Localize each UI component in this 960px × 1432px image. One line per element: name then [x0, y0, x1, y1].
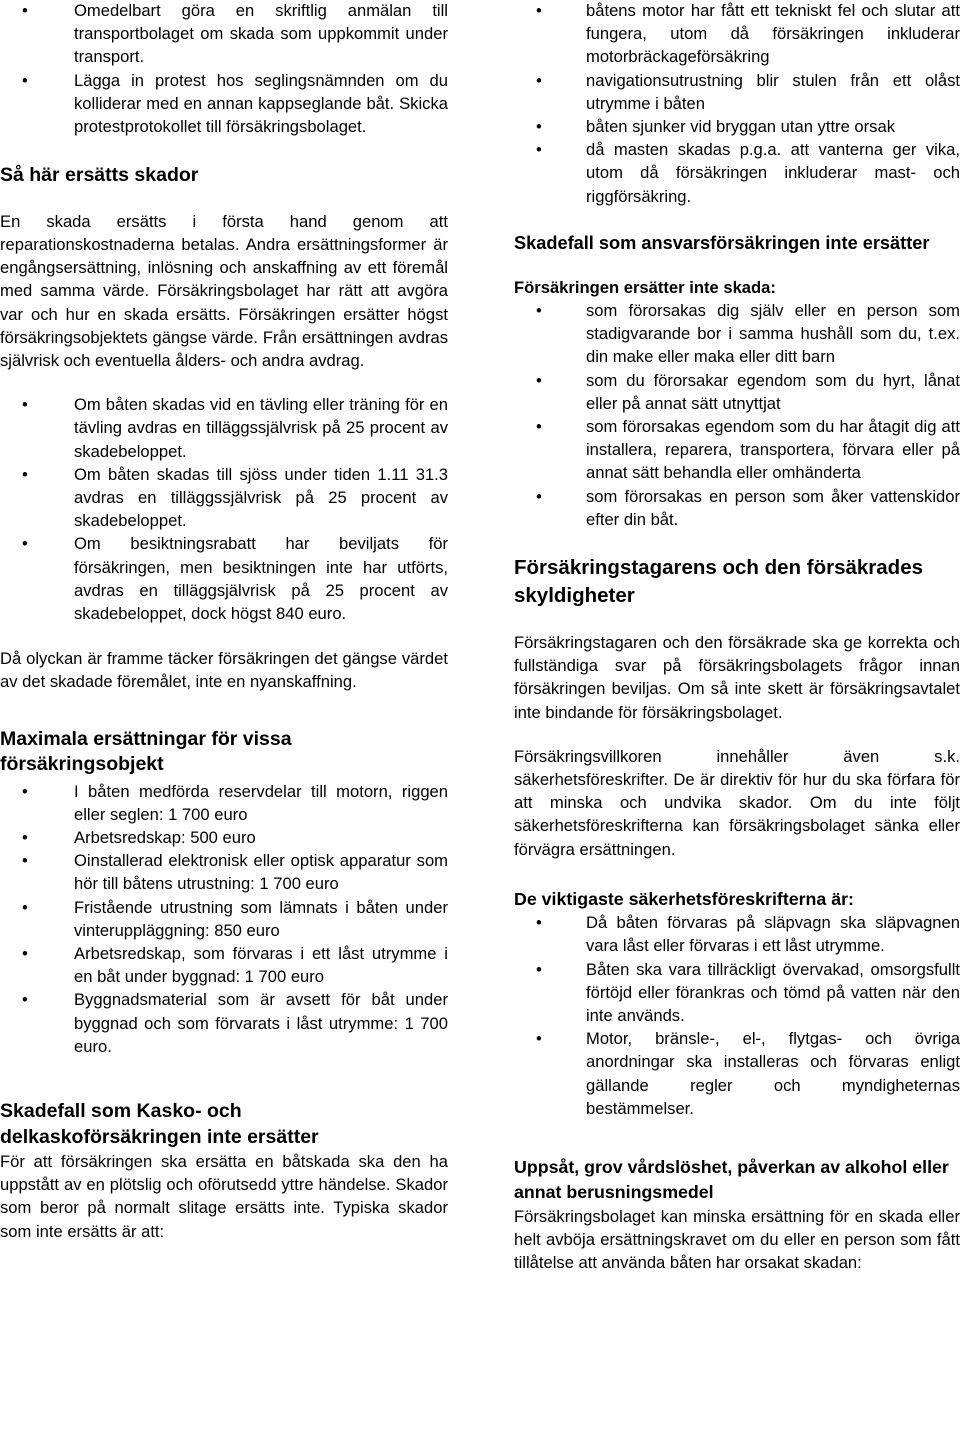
paragraph-kasko: För att försäkringen ska ersätta en båtskada ska den ha uppstått av en plötslig och oförutsedd yttre händelse. Skador som beror på normalt slitage ersätts inte. Typiska skador som inte ersätts är att:: [0, 1152, 448, 1241]
list-item: • Arbetsredskap, som förvaras i ett låst utrymme i en båt under byggnad: 1 700 euro: [0, 942, 448, 988]
paragraph-olyckan: Då olyckan är framme täcker försäkringen det gängse värdet av det skadade föremålet, inte en nyanskaffning.: [0, 649, 448, 692]
paragraph-uppsat: Försäkringsbolaget kan minska ersättning för en skada eller helt avböja ersättningskravet om du eller en person som fått tillåtelse att använda båten har orsakat skadan:: [514, 1206, 960, 1273]
top-action-list: [0, 0, 448, 138]
section-heading-max: Maximala ersättningar för vissa försäkringsobjekt: [0, 727, 292, 776]
list-item: • I båten medförda reservdelar till motorn, riggen eller seglen: 1 700 euro: [0, 780, 448, 826]
section-heading-skyldigheter: Försäkringstagarens och den försäkrades skyldigheter: [514, 556, 924, 607]
safety-rules-list: [514, 911, 960, 1120]
section-heading-kasko: Skadefall som Kasko- och delkaskoförsäkringen inte ersätter: [0, 1100, 319, 1148]
list-item: • Lägga in protest hos seglingsnämnden om du kolliderar med en annan kappseglande båt. Skicka protestprotokollet till försäkringsbolaget.: [0, 69, 448, 139]
list-item: • som förorsakas egendom som du har åtagit dig att installera, reparera, transportera, förvara eller på annat sätt behandla eller omhänderta: [514, 415, 960, 485]
list-item: • Byggnadsmaterial som är avsett för båt under byggnad och som förvarats i låst utrymme: 1 700 euro.: [0, 988, 448, 1058]
list-item: • som förorsakas en person som åker vattenskidor efter din båt.: [514, 485, 960, 531]
paragraph-skador: En skada ersätts i första hand genom att reparationskostnaderna betalas. Andra ersättningsformer är engångsersättning, inlösning och anskaffning av ett föremål med samma värde. Försäkringsbolaget har rätt att avgöra var och hur en skada ersätts. Försäkringen ersätter högst försäkringsobjektets gängse värde. Från ersättningen avdras självrisk och eventuella ålders- och andra avdrag.: [0, 211, 448, 370]
subheading-ansvar: Försäkringen ersätter inte skada:: [514, 277, 776, 297]
list-item: • Omedelbart göra en skriftlig anmälan till transportbolaget om skada som uppkommit under transport.: [0, 0, 448, 69]
list-item: • Oinstallerad elektronisk eller optisk apparatur som hör till båtens utrustning: 1 700 euro: [0, 849, 448, 895]
list-item: • Om båten skadas vid en tävling eller träning för en tävling avdras en tilläggssjälvrisk på 25 procent av skadebeloppet.: [0, 393, 448, 463]
list-item: • då masten skadas p.g.a. att vanterna ger vika, utom då försäkringen inkluderar mast- och riggförsäkring.: [514, 138, 960, 208]
list-item: • som du förorsakar egendom som du hyrt, lånat eller på annat sätt utnyttjat: [514, 369, 960, 415]
section-heading-uppsat: Uppsåt, grov vårdslöshet, påverkan av alkohol eller annat berusningsmedel: [514, 1156, 949, 1202]
right-column: [514, 0, 960, 1275]
section-heading-sakerhet: De viktigaste säkerhetsföreskrifterna är:: [514, 888, 854, 909]
left-column: [0, 0, 448, 1243]
list-item: • båten sjunker vid bryggan utan yttre orsak: [514, 115, 960, 138]
paragraph-skyldigheter-1: Försäkringstagaren och den försäkrade ska ge korrekta och fullständiga svar på försäkringsbolagets frågor innan försäkringen beviljas. Om så inte skett är försäkringsavtalet inte bindande för försäkringsbolaget.: [514, 633, 960, 722]
list-item: • navigationsutrustning blir stulen från ett olåst utrymme i båten: [514, 69, 960, 115]
section-heading-skador: Så här ersätts skador: [0, 164, 199, 187]
list-item: • Båten ska vara tillräckligt övervakad, omsorgsfullt förtöjd eller förankras och tömd på vatten när den inte används.: [514, 958, 960, 1028]
list-item: • Om båten skadas till sjöss under tiden 1.11 31.3 avdras en tilläggssjälvrisk på 25 procent av skadebeloppet.: [0, 463, 448, 533]
list-item: • Fristående utrustning som lämnats i båten under vinteruppläggning: 850 euro: [0, 896, 448, 942]
list-item: • Arbetsredskap: 500 euro: [0, 826, 448, 849]
section-heading-ansvar: Skadefall som ansvarsförsäkringen inte ersätter: [514, 232, 930, 253]
list-item: • båtens motor har fått ett tekniskt fel och slutar att fungera, utom då försäkringen inkluderar motorbräckageförsäkring: [514, 0, 960, 69]
deductible-list: [0, 393, 448, 625]
excluded-damage-list: [514, 0, 960, 208]
list-item: • Om besiktningsrabatt har beviljats för försäkringen, men besiktningen inte har utförts, avdras en tilläggsjälvrisk på 25 procent av skadebeloppet, dock högst 840 euro.: [0, 532, 448, 625]
liability-exclusion-list: [514, 299, 960, 531]
paragraph-skyldigheter-2: Försäkringsvillkoren innehåller även s.k. säkerhetsföreskrifter. De är direktiv för hur du ska förfara för att minska och undvika skador. Om du inte följt säkerhetsföreskrifterna kan försäkringsbolaget sänka eller förvägra ersättningen.: [514, 746, 960, 859]
list-item: • Då båten förvaras på släpvagn ska släpvagnen vara låst eller förvaras i ett låst utrymme.: [514, 911, 960, 957]
list-item: • Motor, bränsle-, el-, flytgas- och övriga anordningar ska installeras och förvaras enligt gällande regler och myndigheternas bestämmelser.: [514, 1027, 960, 1120]
list-item: • som förorsakas dig själv eller en person som stadigvarande bor i samma hushåll som du, t.ex. din make eller maka eller ditt barn: [514, 299, 960, 369]
max-compensation-list: [0, 780, 448, 1058]
